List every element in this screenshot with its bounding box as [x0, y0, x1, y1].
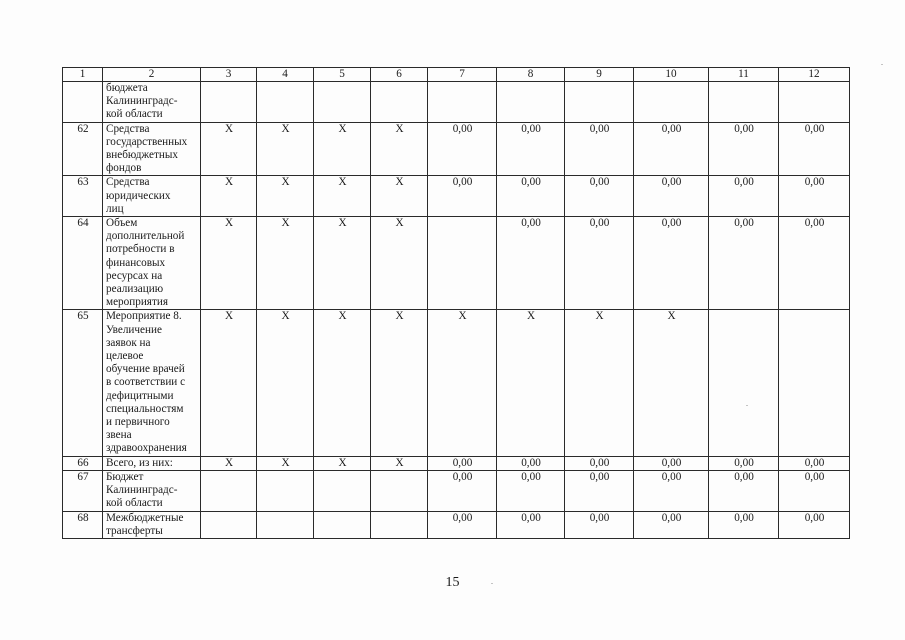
value-cell: 0,00 — [709, 217, 779, 310]
description-line: мероприятия — [106, 296, 168, 309]
value-cell: 0,00 — [497, 176, 565, 217]
value-cell: 0,00 — [497, 122, 565, 176]
row-description — [103, 456, 201, 470]
value-cell: 0,00 — [497, 456, 565, 470]
value-cell: X — [201, 310, 257, 456]
description-line: фондов — [106, 162, 142, 175]
value-cell: X — [371, 122, 428, 176]
row-description — [103, 176, 201, 217]
column-header: 8 — [497, 68, 565, 82]
description-line: обучение врачей — [106, 363, 185, 376]
scan-speck — [491, 583, 493, 584]
value-cell: 0,00 — [428, 470, 497, 511]
budget-table — [62, 67, 850, 539]
value-cell: 0,00 — [565, 176, 634, 217]
value-cell: 0,00 — [634, 511, 709, 538]
value-cell: X — [201, 122, 257, 176]
value-cell: 0,00 — [565, 122, 634, 176]
row-description — [103, 82, 201, 123]
description-line: Средства — [106, 176, 150, 189]
value-cell — [257, 82, 314, 123]
value-cell — [201, 470, 257, 511]
value-cell: X — [371, 310, 428, 456]
description-line: здравоохранения — [106, 442, 187, 455]
description-line: дефицитными — [106, 389, 174, 402]
column-header: 2 — [103, 68, 201, 82]
value-cell: 0,00 — [709, 456, 779, 470]
scan-speck — [881, 64, 883, 65]
value-cell: X — [201, 217, 257, 310]
row-description — [103, 470, 201, 511]
column-header: 3 — [201, 68, 257, 82]
value-cell: 0,00 — [709, 176, 779, 217]
value-cell: 0,00 — [428, 122, 497, 176]
page-number: 15 — [445, 575, 460, 590]
value-cell: 0,00 — [565, 456, 634, 470]
row-number: 62 — [63, 122, 103, 176]
value-cell — [428, 217, 497, 310]
value-cell — [634, 82, 709, 123]
column-header: 7 — [428, 68, 497, 82]
value-cell: 0,00 — [709, 470, 779, 511]
value-cell: X — [565, 310, 634, 456]
description-line: бюджета — [106, 82, 148, 94]
value-cell: X — [314, 217, 371, 310]
value-cell: X — [314, 122, 371, 176]
value-cell: X — [371, 456, 428, 470]
value-cell: X — [257, 310, 314, 456]
value-cell — [257, 470, 314, 511]
value-cell — [779, 310, 850, 456]
column-header: 12 — [779, 68, 850, 82]
value-cell — [371, 82, 428, 123]
value-cell: 0,00 — [565, 470, 634, 511]
value-cell: X — [371, 176, 428, 217]
value-cell: 0,00 — [565, 217, 634, 310]
description-line: Калининградс- — [106, 95, 178, 108]
table-row — [63, 82, 850, 123]
column-header: 11 — [709, 68, 779, 82]
description-line: заявок на — [106, 336, 151, 349]
table-row — [63, 176, 850, 217]
scan-speck — [746, 405, 748, 406]
value-cell — [314, 82, 371, 123]
value-cell — [201, 82, 257, 123]
table-row — [63, 511, 850, 538]
description-line: целевое — [106, 350, 144, 363]
value-cell: 0,00 — [779, 217, 850, 310]
description-line: Калининградс- — [106, 484, 178, 497]
value-cell — [565, 82, 634, 123]
value-cell: 0,00 — [428, 456, 497, 470]
column-header: 9 — [565, 68, 634, 82]
value-cell: 0,00 — [634, 470, 709, 511]
description-line: кой области — [106, 108, 163, 121]
row-number: 68 — [63, 511, 103, 538]
value-cell: 0,00 — [779, 176, 850, 217]
description-line: ресурсах на — [106, 269, 163, 282]
value-cell: 0,00 — [779, 470, 850, 511]
value-cell: 0,00 — [497, 511, 565, 538]
row-number — [63, 82, 103, 123]
row-description — [103, 122, 201, 176]
value-cell: 0,00 — [497, 470, 565, 511]
value-cell: 0,00 — [634, 176, 709, 217]
description-line: трансферты — [106, 524, 163, 537]
value-cell: 0,00 — [779, 456, 850, 470]
row-number: 67 — [63, 470, 103, 511]
value-cell: 0,00 — [779, 122, 850, 176]
value-cell: X — [634, 310, 709, 456]
value-cell — [428, 82, 497, 123]
value-cell: X — [201, 456, 257, 470]
description-line: юридических — [106, 189, 171, 202]
description-line: Межбюджетные — [106, 511, 184, 524]
table-row — [63, 217, 850, 310]
table-row — [63, 470, 850, 511]
row-description — [103, 310, 201, 456]
description-line: Средства — [106, 122, 150, 135]
value-cell: X — [257, 217, 314, 310]
description-line: Объем — [106, 217, 138, 230]
value-cell — [257, 511, 314, 538]
value-cell: 0,00 — [428, 176, 497, 217]
value-cell: X — [257, 456, 314, 470]
value-cell: X — [257, 176, 314, 217]
description-line: внебюджетных — [106, 149, 178, 162]
description-line: Всего, из них: — [106, 456, 173, 469]
value-cell — [371, 511, 428, 538]
description-line: Мероприятие 8. — [106, 310, 182, 323]
value-cell: X — [314, 176, 371, 217]
value-cell: 0,00 — [634, 217, 709, 310]
table-row — [63, 310, 850, 456]
value-cell: 0,00 — [497, 217, 565, 310]
description-line: реализацию — [106, 283, 164, 296]
row-number: 64 — [63, 217, 103, 310]
row-number: 66 — [63, 456, 103, 470]
value-cell: 0,00 — [428, 511, 497, 538]
row-number: 63 — [63, 176, 103, 217]
description-line: Бюджет — [106, 470, 144, 483]
column-header: 4 — [257, 68, 314, 82]
column-header: 6 — [371, 68, 428, 82]
value-cell — [709, 82, 779, 123]
description-line: звена — [106, 429, 132, 442]
description-line: финансовых — [106, 256, 166, 269]
description-line: кой области — [106, 497, 163, 510]
header-row — [63, 68, 850, 82]
value-cell: 0,00 — [634, 456, 709, 470]
value-cell — [314, 511, 371, 538]
value-cell: X — [257, 122, 314, 176]
table-row — [63, 456, 850, 470]
value-cell — [779, 82, 850, 123]
column-header: 1 — [63, 68, 103, 82]
value-cell: X — [371, 217, 428, 310]
value-cell: X — [428, 310, 497, 456]
column-header: 10 — [634, 68, 709, 82]
value-cell — [314, 470, 371, 511]
value-cell: 0,00 — [709, 511, 779, 538]
description-line: в соответствии с — [106, 376, 186, 389]
description-line: государственных — [106, 135, 188, 148]
value-cell — [201, 511, 257, 538]
row-number: 65 — [63, 310, 103, 456]
description-line: дополнительной — [106, 230, 185, 243]
value-cell: X — [314, 310, 371, 456]
value-cell: 0,00 — [634, 122, 709, 176]
value-cell — [497, 82, 565, 123]
value-cell: 0,00 — [709, 122, 779, 176]
value-cell: X — [497, 310, 565, 456]
row-description — [103, 217, 201, 310]
value-cell: X — [201, 176, 257, 217]
value-cell — [371, 470, 428, 511]
column-header: 5 — [314, 68, 371, 82]
value-cell: 0,00 — [779, 511, 850, 538]
row-description — [103, 511, 201, 538]
description-line: специальностям — [106, 402, 184, 415]
value-cell: 0,00 — [565, 511, 634, 538]
description-line: потребности в — [106, 243, 175, 256]
value-cell: X — [314, 456, 371, 470]
description-line: и первичного — [106, 416, 170, 429]
description-line: лиц — [106, 202, 124, 215]
table-row — [63, 122, 850, 176]
table-body — [63, 82, 850, 539]
description-line: Увеличение — [106, 323, 162, 336]
value-cell — [709, 310, 779, 456]
